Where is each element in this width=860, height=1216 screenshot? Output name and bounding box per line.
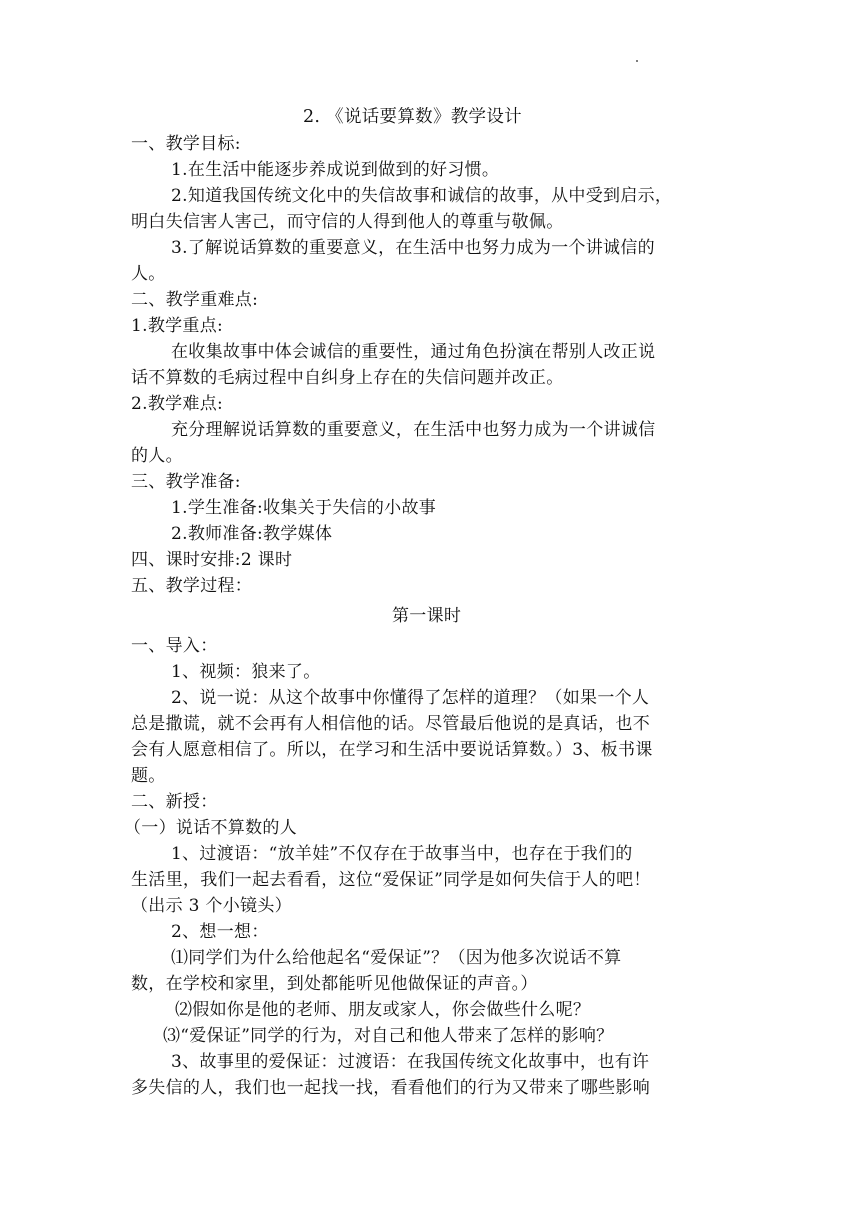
text-line: 1、视频：狼来了。 (171, 662, 321, 682)
text-line: 2.知道我国传统文化中的失信故事和诚信的故事，从中受到启示， (171, 186, 673, 206)
stray-dot-mark (636, 60, 638, 62)
subsection-heading: 2.教学难点: (131, 394, 224, 414)
text-line: 生活里，我们一起去看看，这位“爱保证”同学是如何失信于人的吧！ (131, 870, 651, 890)
text-line: ⑴同学们为什么给他起名“爱保证”？（因为他多次说话不算 (171, 948, 622, 968)
text-line: 3.了解说话算数的重要意义，在生活中也努力成为一个讲诚信的 (171, 238, 655, 258)
text-line: 会有人愿意相信了。所以，在学习和生活中要说话算数。）3、板书课 (131, 740, 653, 760)
text-line: 的人。 (131, 446, 183, 466)
text-line: 人。 (131, 264, 166, 284)
document-title: 2. 《说话要算数》教学设计 (303, 107, 522, 127)
text-line: 总是撒谎，就不会再有人相信他的话。尽管最后他说的是真话，也不 (131, 714, 650, 734)
text-line: ⑵假如你是他的老师、朋友或家人，你会做些什么呢？ (175, 1000, 591, 1020)
text-line: （出示 3 个小镜头） (131, 896, 292, 916)
text-line: 数，在学校和家里，到处都能听见他做保证的声音。） (131, 974, 538, 994)
section-heading: 二、教学重难点: (131, 290, 259, 310)
text-line: 2.教师准备:教学媒体 (171, 524, 333, 544)
subsection-heading: （一）说话不算数的人 (124, 818, 297, 838)
lesson-heading: 第一课时 (392, 606, 462, 626)
text-line: 2、说一说：从这个故事中你懂得了怎样的道理？（如果一个人 (171, 688, 650, 708)
text-line: 题。 (131, 766, 166, 786)
text-line: 2、想一想： (171, 922, 269, 942)
text-line: 1、过渡语：“放羊娃”不仅存在于故事当中，也存在于我们的 (171, 844, 633, 864)
section-heading: 五、教学过程： (131, 576, 253, 596)
text-line: ⑶“爱保证”同学的行为，对自己和他人带来了怎样的影响？ (163, 1026, 614, 1046)
text-line: 多失信的人，我们也一起找一找，看看他们的行为又带来了哪些影响 (131, 1078, 650, 1098)
text-line: 明白失信害人害己，而守信的人得到他人的尊重与敬佩。 (131, 212, 564, 232)
text-line: 1.在生活中能逐步养成说到做到的好习惯。 (171, 160, 500, 180)
section-heading: 三、教学准备: (131, 472, 241, 492)
section-heading: 二、新授： (131, 792, 218, 812)
subsection-heading: 1.教学重点: (131, 316, 224, 336)
text-line: 充分理解说话算数的重要意义，在生活中也努力成为一个讲诚信 (171, 420, 656, 440)
text-line: 3、故事里的爱保证：过渡语：在我国传统文化故事中，也有许 (171, 1052, 650, 1072)
section-heading: 一、教学目标: (131, 134, 241, 154)
section-heading: 四、课时安排:2 课时 (131, 550, 293, 570)
text-line: 1.学生准备:收集关于失信的小故事 (171, 498, 437, 518)
section-heading: 一、导入： (131, 636, 218, 656)
text-line: 话不算数的毛病过程中自纠身上存在的失信问题并改正。 (131, 368, 564, 388)
text-line: 在收集故事中体会诚信的重要性，通过角色扮演在帮别人改正说 (171, 342, 656, 362)
